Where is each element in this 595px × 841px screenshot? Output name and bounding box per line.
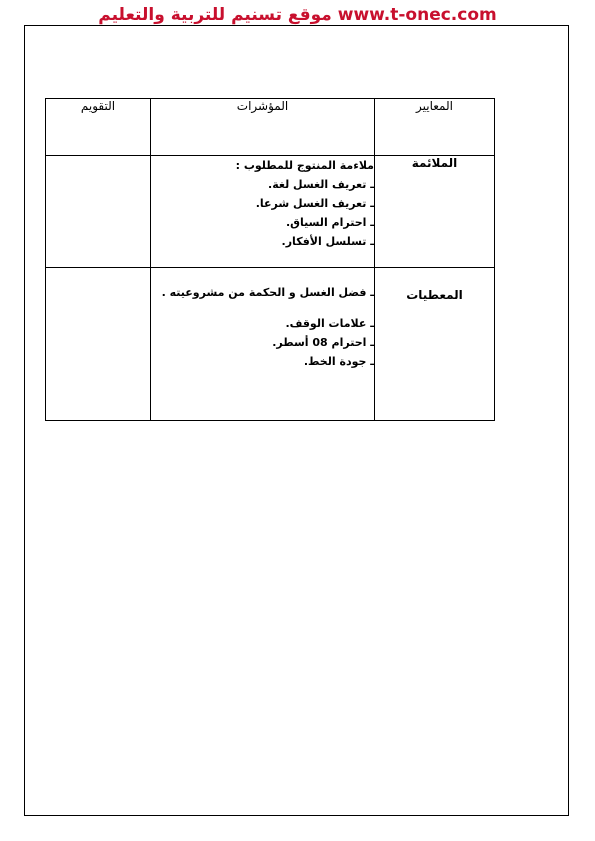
table-header-row bbox=[46, 99, 495, 156]
indicator-line: ـ جودة الخط. bbox=[303, 355, 374, 368]
indicator-line: ـ تسلسل الأفكار. bbox=[281, 235, 374, 248]
indicator-line: ـ علامات الوقف. bbox=[285, 317, 374, 330]
indicator-line: ـ فضل الغسل و الحكمة من مشروعيته . bbox=[161, 286, 374, 299]
indicator-line: ـ احترام السياق. bbox=[285, 216, 374, 229]
table-row bbox=[46, 156, 495, 268]
indicators-cell bbox=[151, 268, 375, 421]
site-header-title: موقع تسنيم للتربية والتعليم www.t-onec.com bbox=[98, 5, 497, 25]
header-indicators: المؤشرات bbox=[151, 99, 375, 156]
table-row bbox=[46, 268, 495, 421]
criterion-cell: الملائمة bbox=[375, 156, 495, 268]
header-evaluation: التقويم bbox=[46, 99, 151, 156]
line-spacer bbox=[151, 302, 374, 314]
header-criteria: المعايير bbox=[375, 99, 495, 156]
criterion-cell: المعطيات bbox=[375, 268, 495, 421]
evaluation-cell bbox=[46, 156, 151, 268]
evaluation-criteria-table bbox=[45, 98, 495, 421]
indicator-line: ـ تعريف الغسل لغة. bbox=[268, 178, 374, 191]
evaluation-cell bbox=[46, 268, 151, 421]
indicator-line: ـ تعريف الغسل شرعا. bbox=[255, 197, 374, 210]
indicator-line: ملاءمة المنتوج للمطلوب : bbox=[235, 159, 374, 172]
indicator-line: ـ احترام 08 أسطر. bbox=[272, 336, 374, 349]
indicators-cell bbox=[151, 156, 375, 268]
